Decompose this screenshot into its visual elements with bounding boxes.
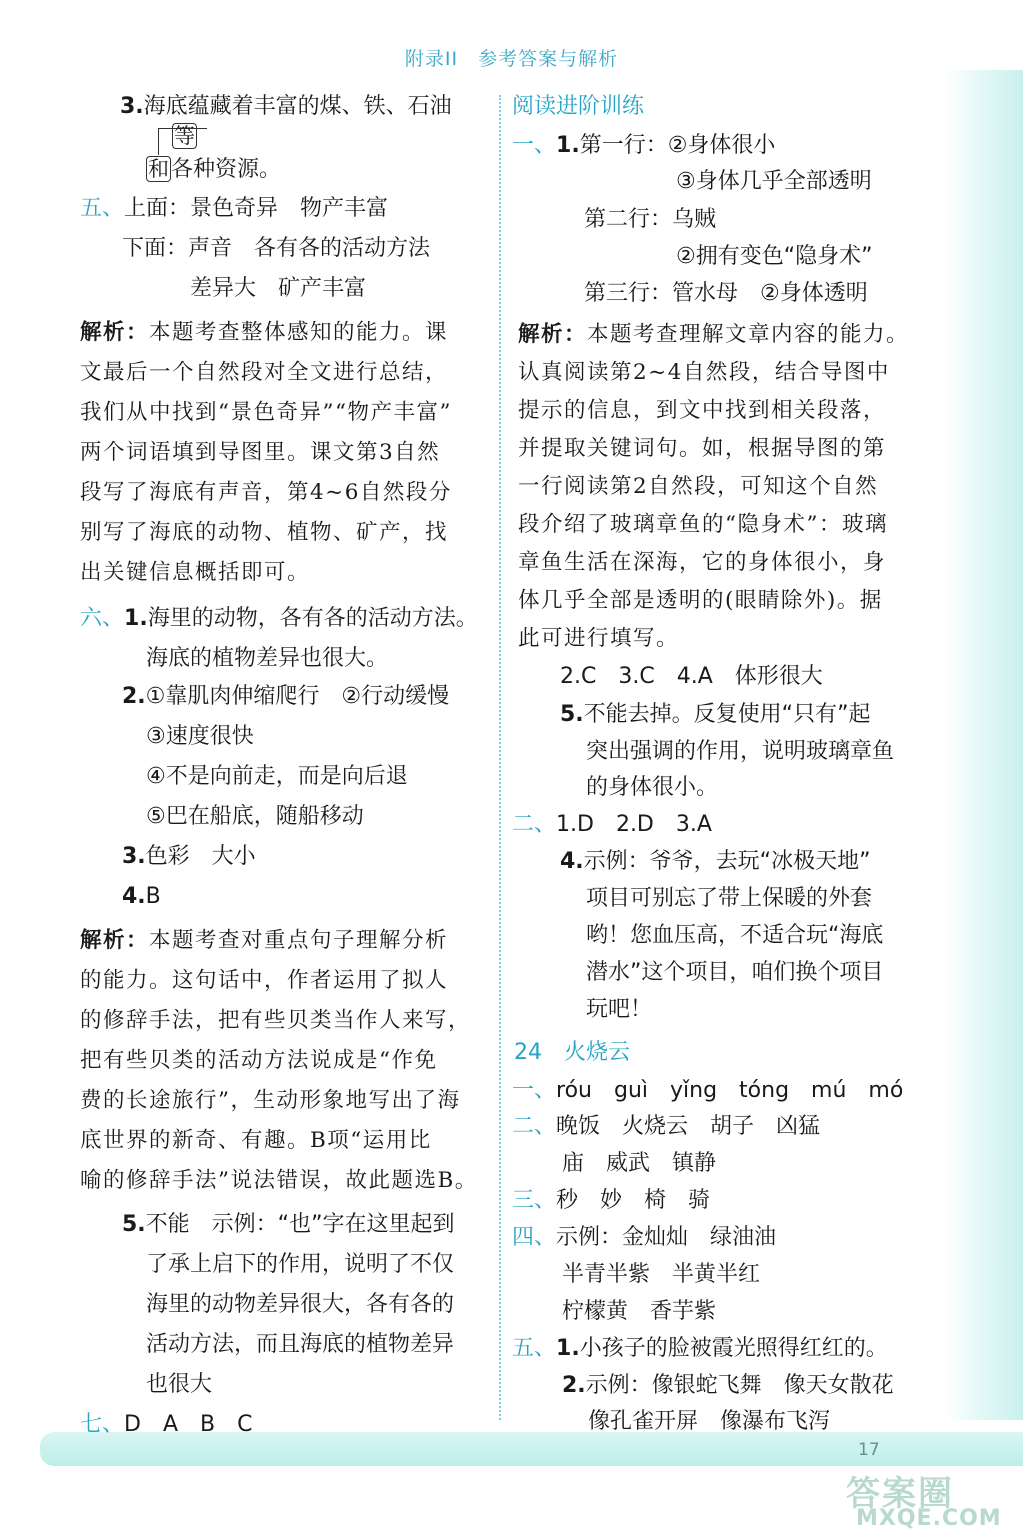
- explanation-2-line2: 的能力。这句话中，作者运用了拟人: [80, 968, 449, 993]
- lesson-s1-pinyin: 一、róu guì yǐng tóng mú mó: [512, 1078, 904, 1103]
- lesson-s5-q1: 五、1.小孩子的脸被霞光照得红红的。: [512, 1336, 888, 1361]
- reading-s2-q4-line3: 哟！您血压高，不适合玩“海底: [586, 923, 884, 948]
- reading-explanation-line4: 并提取关键词句。如，根据导图的第: [518, 436, 887, 461]
- reading-s2-q123: 二、1.D 2.D 3.A: [512, 812, 712, 837]
- reading-s2-q4-line1: 4.示例：爷爷，去玩“冰极天地”: [560, 849, 871, 874]
- section-7: 七、D A B C: [80, 1412, 253, 1437]
- column-divider: [499, 95, 501, 1420]
- lesson-s2: 二、晚饭 火烧云 胡子 凶猛: [512, 1114, 821, 1139]
- section-5-line3: 差异大 矿产丰富: [190, 276, 367, 301]
- section-6-q3: 3.色彩 大小: [122, 844, 256, 869]
- reading-explanation-line5: 一行阅读第2自然段，可知这个自然: [518, 474, 879, 499]
- section-6-q2-line2: ③速度很快: [146, 724, 254, 749]
- explanation-1-line1: 解析：本题考查整体感知的能力。课: [80, 320, 449, 345]
- section-6-q2-line3: ④不是向前走，而是向后退: [146, 764, 408, 789]
- explanation-2-line4: 把有些贝类的活动方法说成是“作免: [80, 1048, 438, 1073]
- explanation-2-line3: 的修辞手法，把有些贝类当作人来写，: [80, 1008, 472, 1033]
- page-number: 17: [858, 1440, 880, 1460]
- explanation-1-line6: 别写了海底的动物、植物、矿产，找: [80, 520, 449, 545]
- explanation-1-line3: 我们从中找到“景色奇异”“物产丰富”: [80, 400, 452, 425]
- reading-s2-q4-line5: 玩吧！: [586, 997, 653, 1022]
- watermark: [838, 1466, 1023, 1536]
- lesson-s3: 三、秒 妙 椅 骑: [512, 1188, 711, 1213]
- explanation-1-line7: 出关键信息概括即可。: [80, 560, 311, 585]
- section-5-line2: 下面：声音 各有各的活动方法: [122, 236, 431, 261]
- section-6-q4: 4.B: [122, 884, 161, 909]
- reading-explanation-line3: 提示的信息，到文中找到相关段落，: [518, 398, 887, 423]
- question-5-line1: 5.不能 示例：“也”字在这里起到: [122, 1212, 455, 1237]
- explanation-1-line4: 两个词语填到导图里。课文第3自然: [80, 440, 441, 465]
- reading-s1-q1-line4: ②拥有变色“隐身术”: [676, 244, 873, 269]
- reading-explanation-line7: 章鱼生活在深海，它的身体很小，身: [518, 550, 887, 575]
- reading-explanation-line2: 认真阅读第2~4自然段，结合导图中: [518, 360, 890, 385]
- lesson-24-title: 24 火烧云: [514, 1040, 631, 1065]
- lesson-s4: 四、示例：金灿灿 绿油油: [512, 1225, 777, 1250]
- explanation-1-line5: 段写了海底有声音，第4~6自然段分: [80, 480, 452, 505]
- lesson-s4-line2: 半青半紫 半黄半红: [562, 1262, 761, 1287]
- question-5-line2: 了承上启下的作用，说明了不仅: [146, 1252, 455, 1277]
- reading-s1-q1-line2: ③身体几乎全部透明: [676, 169, 872, 194]
- explanation-2-line5: 费的长途旅行”，生动形象地写出了海: [80, 1088, 461, 1113]
- side-decoration-band: [945, 70, 1023, 1420]
- reading-s1-q5-line2: 突出强调的作用，说明玻璃章鱼: [586, 739, 895, 764]
- section-6-q2-line4: ⑤巴在船底，随船移动: [146, 804, 364, 829]
- reading-s1-q5-line1: 5.不能去掉。反复使用“只有”起: [560, 702, 871, 727]
- explanation-2-line1: 解析：本题考查对重点句子理解分析: [80, 928, 449, 953]
- reading-s2-q4-line2: 项目可别忘了带上保暖的外套: [586, 886, 873, 911]
- section-6-q1: 六、1.海里的动物，各有各的活动方法。: [80, 606, 478, 631]
- reading-s2-q4-line4: 潜水”这个项目，咱们换个项目: [586, 960, 884, 985]
- boxed-char-deng: 等: [174, 124, 195, 148]
- section-5: 五、上面：景色奇异 物产丰富: [80, 196, 389, 221]
- lesson-s5-q2: 2.示例：像银蛇飞舞 像天女散花: [562, 1373, 894, 1398]
- section-6-q2: 2.①靠肌肉伸缩爬行 ②行动缓慢: [122, 684, 450, 709]
- reading-s1-q5-line3: 的身体很小。: [586, 775, 719, 800]
- question-4-3: 3.海底蕴藏着丰富的煤、铁、石油: [120, 94, 452, 119]
- lesson-s5-q2-line2: 像孔雀开屏 像瀑布飞泻: [588, 1409, 831, 1434]
- lesson-s2-line2: 庙 威武 镇静: [562, 1151, 717, 1176]
- reading-explanation-line8: 体几乎全部是透明的(眼睛除外)。据: [518, 588, 883, 613]
- question-5-line4: 活动方法，而且海底的植物差异: [146, 1332, 455, 1357]
- question-5-line3: 海里的动物差异很大，各有各的: [146, 1292, 455, 1317]
- page-header: 附录II 参考答案与解析: [404, 48, 619, 70]
- explanation-1-line2: 文最后一个自然段对全文进行总结，: [80, 360, 449, 385]
- explanation-2-line7: 喻的修辞手法”说法错误，故此题选B。: [80, 1168, 478, 1193]
- reading-s1-q1: 一、1.第一行：②身体很小: [512, 133, 776, 158]
- reading-explanation-line9: 此可进行填写。: [518, 626, 680, 651]
- section-6-q1-line2: 海底的植物差异也很大。: [146, 646, 389, 671]
- insert-mark-deng: [172, 122, 197, 152]
- watermark-logo: 答案圈: [846, 1474, 954, 1514]
- reading-s1-q1-line3: 第二行：乌贼: [584, 207, 717, 232]
- watermark-url: MXQE.COM: [856, 1506, 1002, 1531]
- explanation-2-line6: 底世界的新奇、有趣。B项“运用比: [80, 1128, 432, 1153]
- reading-section-title: 阅读进阶训练: [512, 94, 645, 119]
- reading-s1-q234: 2.C 3.C 4.A 体形很大: [560, 664, 823, 689]
- lesson-s4-line3: 柠檬黄 香芋紫: [562, 1299, 717, 1324]
- reading-explanation-line1: 解析：本题考查理解文章内容的能力。: [518, 322, 910, 347]
- question-4-3-line2: 和各种资源。: [148, 157, 282, 182]
- boxed-char-he: 和: [148, 157, 169, 181]
- question-5-line5: 也很大: [146, 1372, 213, 1397]
- reading-explanation-line6: 段介绍了玻璃章鱼的“隐身术”：玻璃: [518, 512, 888, 537]
- reading-s1-q1-line5: 第三行：管水母 ②身体透明: [584, 281, 868, 306]
